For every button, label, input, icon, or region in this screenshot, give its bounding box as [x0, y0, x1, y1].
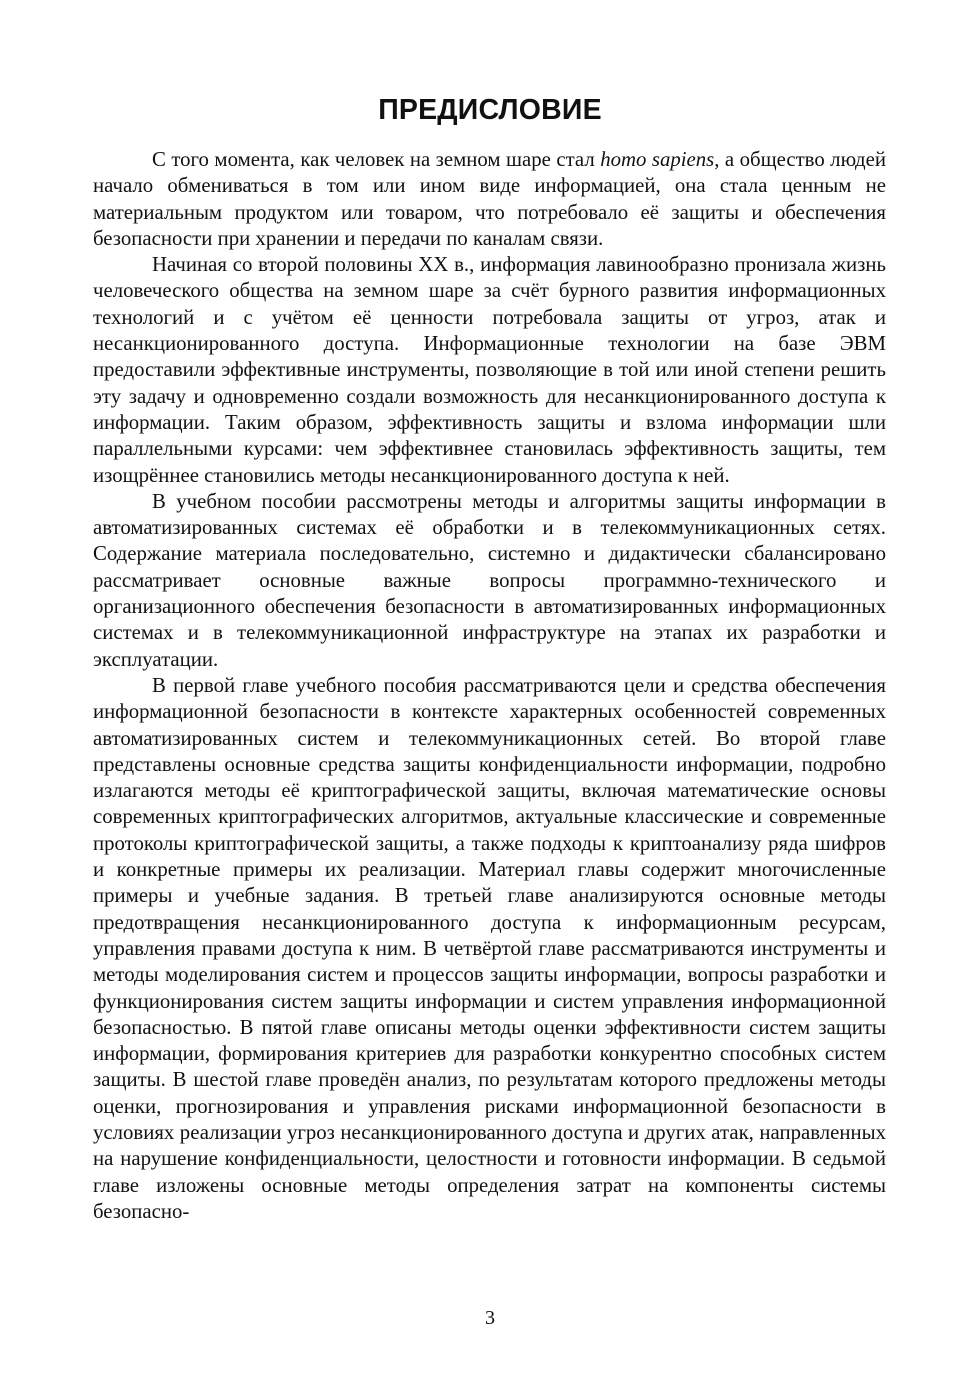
page-title: ПРЕДИСЛОВИЕ	[378, 94, 602, 126]
body-text	[93, 147, 886, 1225]
paragraph-1-start: С того момента, как человек на земном шаре стал	[152, 148, 601, 171]
paragraph-3: В учебном пособии рассмотрены методы и алгоритмы защиты информации в автоматизированных системах её обработки и в телекоммуникационных сетях. Содержание материала последовательно, системно и дидактически сбалансировано рассматривает основные важные вопросы программно-технического и организационного обеспечения безопасности в автоматизированных информационных системах и в телекоммуникационной инфраструктуре на этапах их разработки и эксплуатации.	[93, 489, 886, 671]
paragraph-1-end: , а общество людей начало обмениваться в том или ином виде информацией, она стала ценным не материальным продуктом или товаром, что потребовало её защиты и обеспечения безопасности при хранении и передачи по каналам связи.	[93, 148, 886, 250]
paragraph-2: Начиная со второй половины XX в., информация лавинообразно пронизала жизнь человеческого общества на земном шаре за счёт бурного развития информационных технологий и с учётом её ценности потребовала защиты от угроз, атак и несанкционированного доступа. Информационные технологии на базе ЭВМ предоставили эффективные инструменты, позволяющие в той или иной степени решить эту задачу и одновременно создали возможность для несанкционированного доступа к информации. Таким образом, эффективность защиты и взлома информации шли параллельными курсами: чем эффективнее становилась эффективность защиты, тем изощрённее становились методы несанкционированного доступа к ней.	[93, 253, 886, 487]
paragraph-1	[93, 147, 886, 252]
paragraph-4: В первой главе учебного пособия рассматриваются цели и средства обеспечения информационной безопасности в контексте характерных особенностей современных автоматизированных систем и телекоммуникационных сетей. Во второй главе представлены основные средства защиты конфиденциальности информации, подробно излагаются методы её криптографической защиты, включая математические основы современных криптографических алгоритмов, актуальные классические и современные протоколы криптографической защиты, а также подходы к криптоанализу ряда шифров и конкретные примеры их реализации. Материал главы содержит многочисленные примеры и учебные задания. В третьей главе анализируются основные методы предотвращения несанкционированного доступа к информационным ресурсам, управления правами доступа к ним. В четвёртой главе рассматриваются инструменты и методы моделирования систем и процессов защиты информации, вопросы разработки и функционирования систем защиты информации и систем управления информационной безопасностью. В пятой главе описаны методы оценки эффективности систем защиты информации, формирования критериев для разработки конкурентно способных систем защиты. В шестой главе проведён анализ, по результатам которого предложены методы оценки, прогнозирования и управления рисками информационной безопасности в условиях реализации угроз несанкционированного доступа и других атак, направленных на нарушение конфиденциальности, целостности и готовности информации. В седьмой главе изложены основные методы определения затрат на компоненты системы безопасно-	[93, 673, 886, 1223]
page-number: 3	[485, 1307, 495, 1329]
paragraph-1-emphasis: homo sapiens	[600, 148, 715, 171]
